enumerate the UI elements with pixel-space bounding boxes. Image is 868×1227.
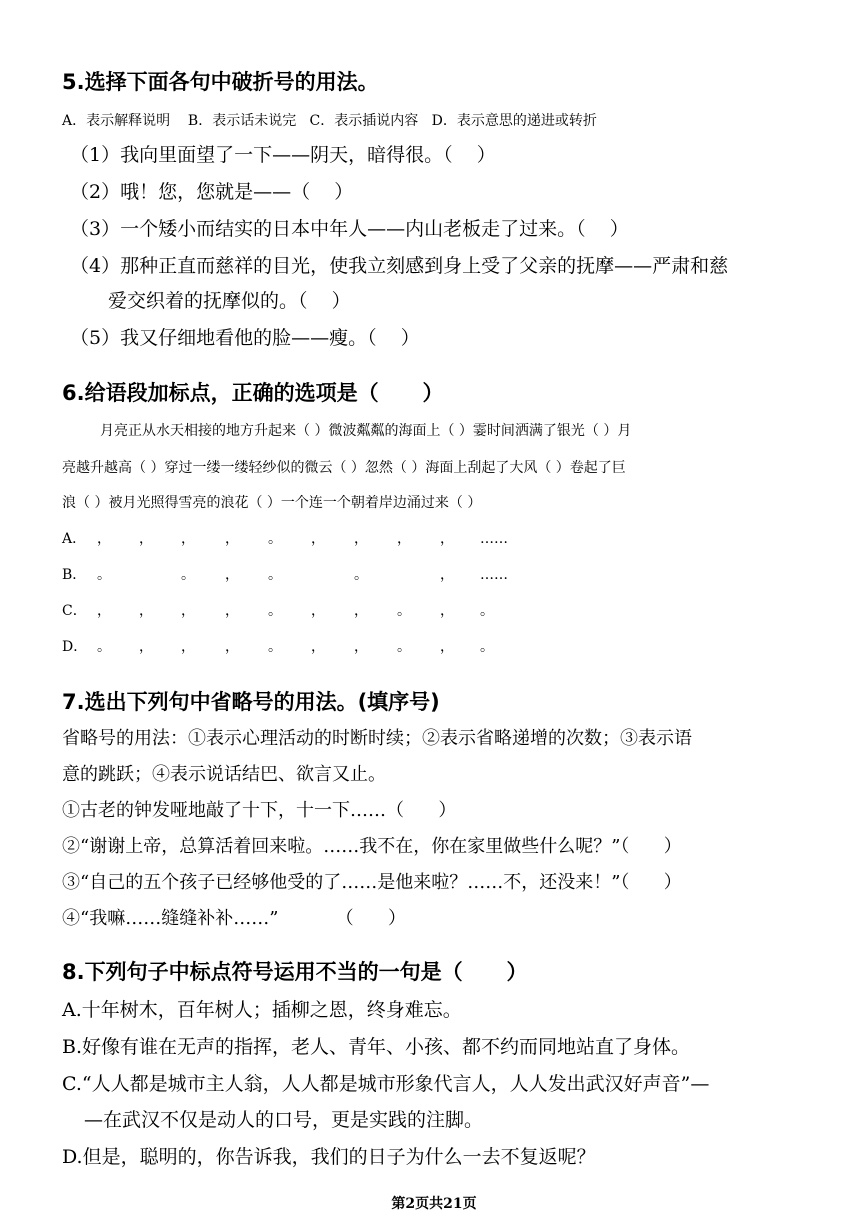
q8-option-b: B.好像有谁在无声的指挥，老人、青年、小孩、都不约而同地站直了身体。 (62, 1036, 691, 1058)
q6-choice-mark: 。 (480, 603, 494, 619)
q6-choice-mark: ， (139, 603, 153, 619)
q6-choice-mark: ， (139, 639, 153, 655)
q6-choice-mark: ， (354, 639, 368, 655)
q5-item-4-cont: 爱交织着的抚摩似的。（ ） (108, 290, 351, 312)
q6-choice-mark: ， (440, 531, 454, 547)
q8-option-c-cont: —在武汉不仅是动人的口号，更是实践的注脚。 (84, 1109, 484, 1131)
q6-choice-mark: ， (139, 531, 153, 547)
q6-choice-mark: ， (311, 603, 325, 619)
q6-choice-mark: ， (440, 567, 454, 583)
q5-item-3: （3）一个矮小而结实的日本中年人——内山老板走了过来。（ ） (70, 218, 629, 240)
q5-item-2: （2）哦！您，您就是——（ ） (70, 181, 354, 203)
q8-option-d: D.但是，聪明的，你告诉我，我们的日子为什么一去不复返呢？ (62, 1146, 596, 1168)
q6-choice-mark: ， (440, 639, 454, 655)
q6-choice-mark: 。 (268, 531, 282, 547)
q6-choice-mark: 。 (268, 603, 282, 619)
q7-intro-line-2: 意的跳跃；④表示说话结巴、欲言又止。 (62, 764, 386, 785)
q7-item-2: ②“谢谢上帝，总算活着回来啦。……我不在，你在家里做些什么呢？”（ ） (62, 836, 682, 857)
q6-choice-mark: 。 (397, 639, 411, 655)
q5-item-4: （4）那种正直而慈祥的目光，使我立刻感到身上受了父亲的抚摩——严肃和慈 (70, 255, 729, 277)
q8-option-a: A.十年树木，百年树人；插柳之恩，终身难忘。 (62, 999, 462, 1021)
q6-choice-mark: ， (311, 531, 325, 547)
page-number: 第2页共21页 (391, 1196, 477, 1212)
q5-item-1: （1）我向里面望了一下——阴天，暗得很。（ ） (70, 144, 496, 166)
q6-choice-mark: ， (440, 603, 454, 619)
q7-item-4: ④“我嘛……缝缝补补……” （ ） (62, 908, 406, 929)
q6-choice-mark: ， (181, 639, 195, 655)
q6-passage-line-1: 月亮正从水天相接的地方升起来（ ）微波粼粼的海面上（ ）霎时间洒满了银光（ ）月 (100, 423, 632, 439)
q6-choice-mark: 。 (480, 639, 494, 655)
q6-choice-mark: 。 (268, 567, 282, 583)
q6-passage-line-3: 浪（ ）被月光照得雪亮的浪花（ ）一个连一个朝着岸边涌过来（ ） (62, 495, 482, 511)
q5-options: A．表示解释说明 B．表示话未说完 C．表示插说内容 D．表示意思的递进或转折 (62, 113, 597, 129)
q5-title: 5.选择下面各句中破折号的用法。 (62, 70, 379, 94)
q6-choice-mark: …… (480, 567, 508, 583)
q6-choice-mark: ， (225, 567, 239, 583)
q5-item-5: （5）我又仔细地看他的脸——瘦。（ ） (70, 327, 420, 349)
q6-choice-mark: ， (311, 639, 325, 655)
q8-option-c: C.“人人都是城市主人翁，人人都是城市形象代言人，人人发出武汉好声音”— (62, 1073, 710, 1095)
q6-choice-mark: ， (397, 531, 411, 547)
q6-choice-mark: 。 (354, 567, 368, 583)
q7-intro-line-1: 省略号的用法：①表示心理活动的时断时续；②表示省略递增的次数；③表示语 (62, 728, 692, 749)
q6-choice-mark: 。 (397, 603, 411, 619)
q7-item-1: ①古老的钟发哑地敲了十下，十一下……（ ） (62, 800, 457, 821)
q6-choice-label: A． (62, 531, 87, 547)
q6-choice-label: B． (62, 567, 87, 583)
q6-choice-mark: ， (225, 531, 239, 547)
q6-choice-mark: ， (97, 531, 111, 547)
q6-choice-mark: ， (354, 603, 368, 619)
q6-passage-line-2: 亮越升越高（ ）穿过一缕一缕轻纱似的微云（ ）忽然（ ）海面上刮起了大风（ ）卷起了巨 (62, 460, 626, 476)
q6-choice-label: C． (62, 603, 87, 619)
q6-choice-label: D． (62, 639, 88, 655)
q6-choice-mark: ， (97, 603, 111, 619)
q6-choice-mark: 。 (97, 567, 111, 583)
q8-title: 8.下列句子中标点符号运用不当的一句是（ ） (62, 960, 528, 984)
q6-choice-mark: ， (225, 603, 239, 619)
q6-choice-mark: 。 (268, 639, 282, 655)
q6-choice-mark: ， (181, 531, 195, 547)
q7-title: 7.选出下列句中省略号的用法。(填序号) (62, 690, 440, 714)
q6-title: 6.给语段加标点，正确的选项是（ ） (62, 381, 444, 405)
q6-choice-mark: ， (354, 531, 368, 547)
q6-choice-mark: 。 (181, 567, 195, 583)
q6-choice-mark: ， (225, 639, 239, 655)
q7-item-3: ③“自己的五个孩子已经够他受的了……是他来啦？……不，还没来！”（ ） (62, 872, 682, 893)
q6-choice-mark: ， (181, 603, 195, 619)
q6-choice-mark: …… (480, 531, 508, 547)
q6-choice-mark: 。 (97, 639, 111, 655)
